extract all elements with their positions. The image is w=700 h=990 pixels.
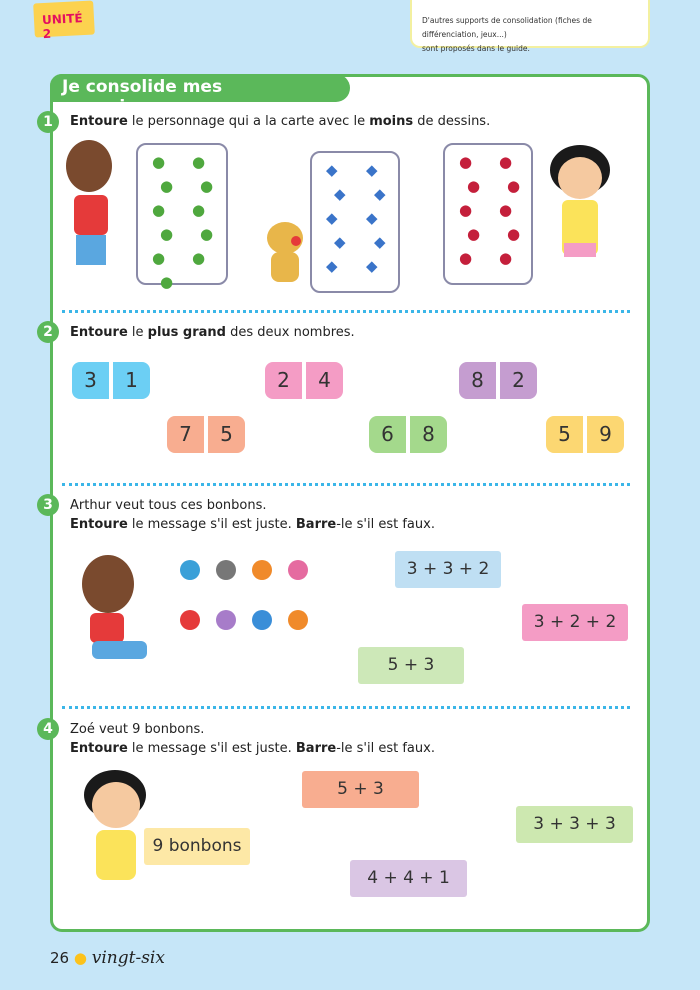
candy-icon: [288, 560, 308, 580]
zoe-label: 9 bonbons: [144, 828, 250, 865]
card-cherries: [443, 143, 533, 285]
butterfly-icon: ◆: [366, 161, 378, 179]
cherry-icon: ●: [459, 201, 473, 219]
instruction: Arthur veut tous ces bonbons. Entoure le message s'il est juste. Barre-le s'il est faux.: [70, 498, 435, 532]
number-card[interactable]: 7: [167, 416, 204, 453]
section-title: Je consolide mes connaissances: [50, 74, 350, 102]
leaf-icon: ●: [192, 249, 206, 267]
number-card[interactable]: 4: [306, 362, 343, 399]
cherry-icon: ●: [499, 153, 513, 171]
candy-icon: [216, 560, 236, 580]
dog-illustration[interactable]: [263, 222, 307, 282]
cherry-icon: ●: [467, 225, 481, 243]
number-card[interactable]: 2: [500, 362, 537, 399]
leaf-icon: ●: [160, 177, 174, 195]
arthur-illustration: [82, 555, 152, 665]
butterfly-icon: ◆: [374, 185, 386, 203]
candy-icon: [180, 610, 200, 630]
expression-card[interactable]: 5 + 3: [358, 647, 464, 684]
leaf-icon: ●: [200, 177, 214, 195]
page-number-words: vingt-six: [91, 948, 165, 968]
butterfly-icon: ◆: [334, 185, 346, 203]
exercise-number: 2: [37, 321, 59, 343]
butterfly-icon: ◆: [366, 257, 378, 275]
number-pair[interactable]: [167, 416, 245, 453]
number-card[interactable]: 8: [410, 416, 447, 453]
leaf-icon: ●: [152, 153, 166, 171]
cherry-icon: ●: [507, 177, 521, 195]
leaf-icon: ●: [152, 249, 166, 267]
cherry-icon: ●: [459, 153, 473, 171]
number-card[interactable]: 6: [369, 416, 406, 453]
page-number: 26: [50, 949, 70, 967]
candy-icon: [252, 560, 272, 580]
expression-card[interactable]: 3 + 3 + 2: [395, 551, 501, 588]
number-pair[interactable]: [72, 362, 150, 399]
instruction: Entoure le plus grand des deux nombres.: [70, 325, 355, 340]
candy-icon: [252, 610, 272, 630]
expression-card[interactable]: 4 + 4 + 1: [350, 860, 467, 897]
butterfly-icon: ◆: [366, 209, 378, 227]
number-pair[interactable]: [265, 362, 343, 399]
exercise-number: 1: [37, 111, 59, 133]
card-butterflies: [310, 151, 400, 293]
candy-icon: [180, 560, 200, 580]
candies: [172, 552, 317, 642]
butterfly-icon: ◆: [334, 233, 346, 251]
instruction: Entoure le personnage qui a la carte avec le moins de dessins.: [70, 114, 491, 129]
bullet-dot: ●: [73, 949, 87, 967]
divider: [62, 706, 630, 709]
leaf-icon: ●: [192, 201, 206, 219]
expression-card[interactable]: 5 + 3: [302, 771, 419, 808]
divider: [62, 483, 630, 486]
leaf-icon: ●: [160, 273, 174, 291]
unit-badge: [33, 0, 95, 42]
instruction: Zoé veut 9 bonbons. Entoure le message s'il est juste. Barre-le s'il est faux.: [70, 722, 435, 756]
exercise-number: 4: [37, 718, 59, 740]
leaf-icon: ●: [160, 225, 174, 243]
expression-card[interactable]: 3 + 3 + 3: [516, 806, 633, 843]
divider: [62, 310, 630, 313]
cherry-icon: ●: [507, 225, 521, 243]
number-card[interactable]: 5: [208, 416, 245, 453]
leaf-icon: ●: [152, 201, 166, 219]
number-pair[interactable]: [369, 416, 447, 453]
leaf-icon: ●: [200, 225, 214, 243]
note-line: D'autres supports de consolidation (fiches de différenciation, jeux...): [422, 16, 592, 39]
exercise-number: 3: [37, 494, 59, 516]
number-card[interactable]: 2: [265, 362, 302, 399]
number-card[interactable]: 8: [459, 362, 496, 399]
cherry-icon: ●: [467, 177, 481, 195]
butterfly-icon: ◆: [374, 233, 386, 251]
number-card[interactable]: 1: [113, 362, 150, 399]
card-leaves: [136, 143, 228, 291]
girl-illustration[interactable]: [536, 145, 626, 285]
boy-illustration[interactable]: [66, 140, 126, 285]
cherry-icon: ●: [499, 249, 513, 267]
butterfly-icon: ◆: [326, 161, 338, 179]
candy-icon: [288, 610, 308, 630]
number-pair[interactable]: [546, 416, 624, 453]
expression-card[interactable]: 3 + 2 + 2: [522, 604, 628, 641]
page-footer: [50, 948, 165, 968]
number-pair[interactable]: [459, 362, 537, 399]
butterfly-icon: ◆: [326, 257, 338, 275]
cherry-icon: ●: [499, 201, 513, 219]
teacher-note: [410, 0, 650, 53]
note-line: sont proposés dans le guide.: [422, 44, 530, 53]
butterfly-icon: ◆: [326, 209, 338, 227]
candy-icon: [216, 610, 236, 630]
leaf-icon: ●: [192, 153, 206, 171]
number-card[interactable]: 9: [587, 416, 624, 453]
number-card[interactable]: 5: [546, 416, 583, 453]
cherry-icon: ●: [459, 249, 473, 267]
number-card[interactable]: 3: [72, 362, 109, 399]
unit-label: UNITÉ 2: [41, 11, 83, 42]
